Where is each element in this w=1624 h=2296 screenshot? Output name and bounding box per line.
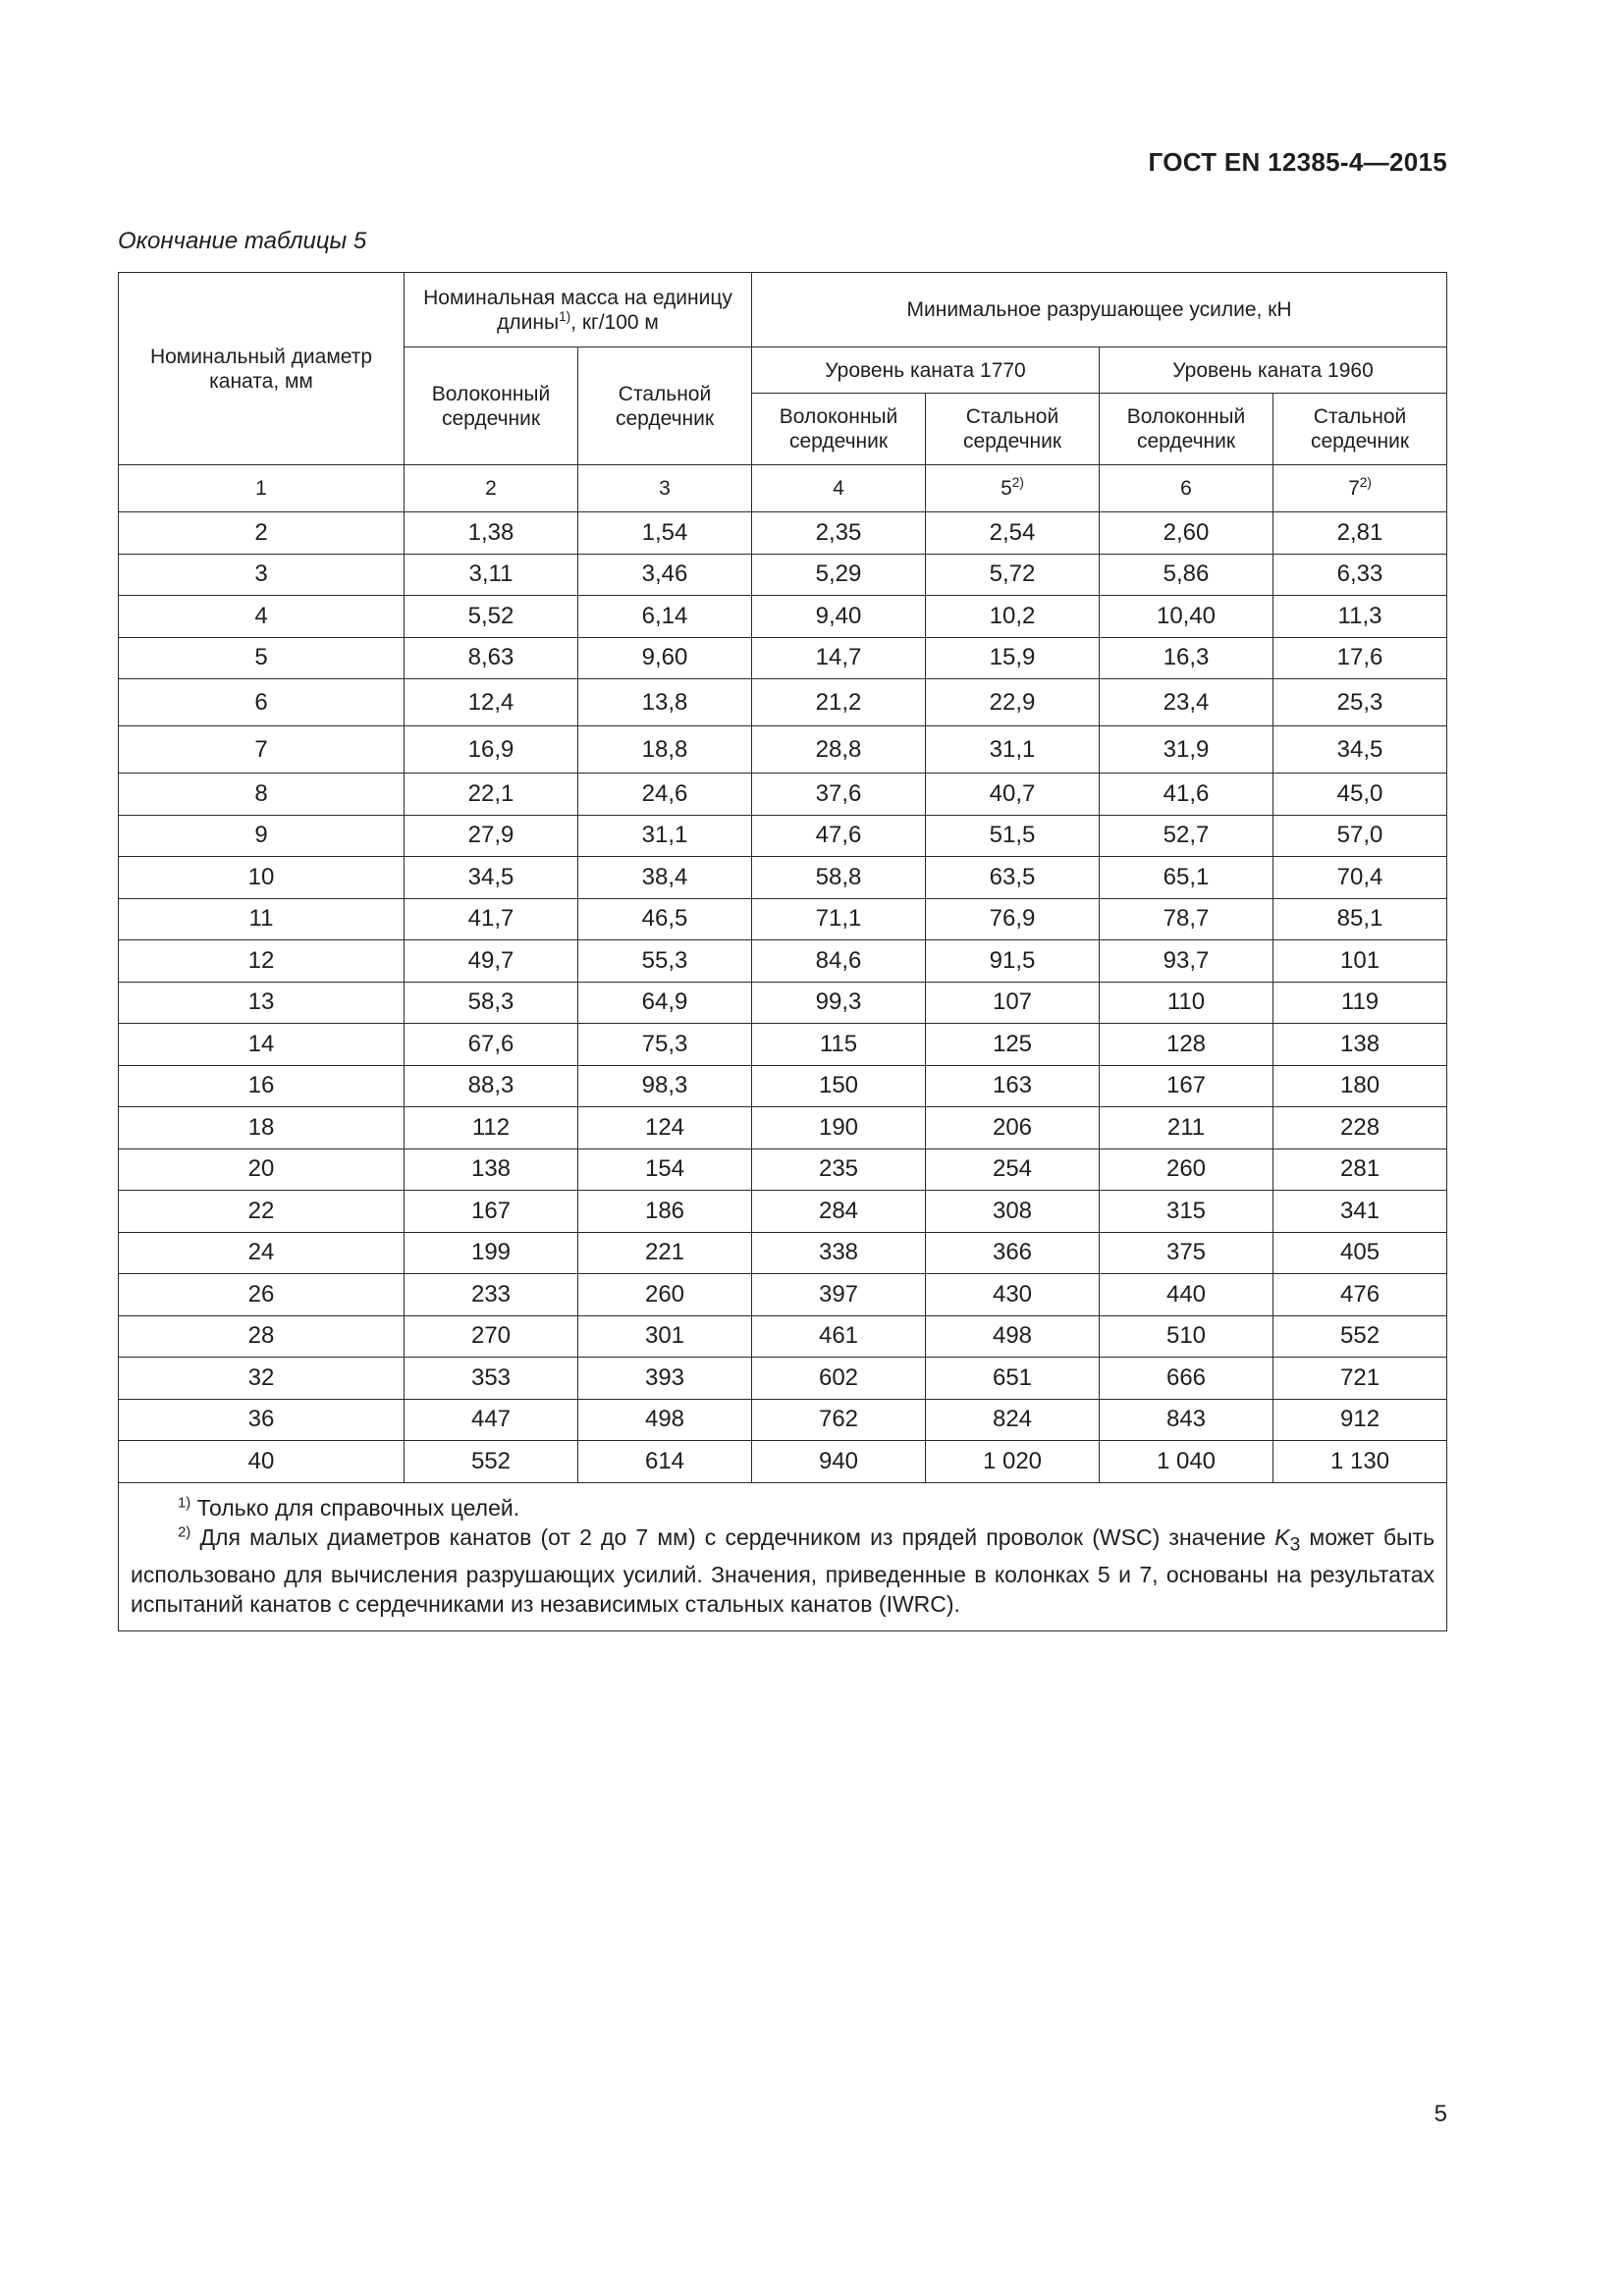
value-cell: 10,40 (1100, 596, 1273, 638)
diameter-cell: 10 (119, 857, 405, 899)
diameter-cell: 13 (119, 982, 405, 1024)
value-cell: 6,33 (1273, 554, 1447, 596)
value-cell: 11,3 (1273, 596, 1447, 638)
value-cell: 49,7 (405, 940, 578, 983)
value-cell: 125 (926, 1024, 1100, 1066)
table-row (119, 898, 1447, 940)
document-title: ГОСТ EN 12385-4—2015 (1148, 147, 1447, 177)
table-caption: Окончание таблицы 5 (118, 228, 367, 254)
value-cell: 12,4 (405, 679, 578, 726)
value-cell: 107 (926, 982, 1100, 1024)
header-level-1960 (1100, 347, 1447, 394)
value-cell: 101 (1273, 940, 1447, 983)
value-cell: 430 (926, 1274, 1100, 1316)
value-cell: 18,8 (578, 726, 752, 774)
table-row (119, 1148, 1447, 1191)
value-cell: 2,54 (926, 512, 1100, 555)
value-cell: 211 (1100, 1107, 1273, 1149)
header-mass-unit: , кг/100 м (570, 310, 659, 334)
table-row (119, 554, 1447, 596)
table-row (119, 1399, 1447, 1441)
value-cell: 10,2 (926, 596, 1100, 638)
value-cell: 666 (1100, 1358, 1273, 1400)
value-cell: 393 (578, 1358, 752, 1400)
value-cell: 71,1 (752, 898, 926, 940)
value-cell: 235 (752, 1148, 926, 1191)
column-number: 6 (1180, 477, 1192, 500)
column-number-cell (1100, 465, 1273, 512)
value-cell: 762 (752, 1399, 926, 1441)
value-cell: 405 (1273, 1232, 1447, 1274)
value-cell: 721 (1273, 1358, 1447, 1400)
value-cell: 397 (752, 1274, 926, 1316)
value-cell: 8,63 (405, 637, 578, 679)
value-cell: 5,86 (1100, 554, 1273, 596)
value-cell: 228 (1273, 1107, 1447, 1149)
value-cell: 31,1 (578, 815, 752, 857)
table-row (119, 1441, 1447, 1483)
value-cell: 5,72 (926, 554, 1100, 596)
value-cell: 119 (1273, 982, 1447, 1024)
value-cell: 940 (752, 1441, 926, 1483)
value-cell: 912 (1273, 1399, 1447, 1441)
value-cell: 34,5 (405, 857, 578, 899)
value-cell: 46,5 (578, 898, 752, 940)
value-cell: 128 (1100, 1024, 1273, 1066)
value-cell: 14,7 (752, 637, 926, 679)
table-row (119, 940, 1447, 983)
value-cell: 552 (405, 1441, 578, 1483)
column-number-cell (1273, 465, 1447, 512)
diameter-cell: 26 (119, 1274, 405, 1316)
column-number: 2 (485, 477, 497, 500)
header-1960-steel-label: Стальной сердечник (1310, 405, 1410, 453)
value-cell: 115 (752, 1024, 926, 1066)
value-cell: 6,14 (578, 596, 752, 638)
value-cell: 38,4 (578, 857, 752, 899)
table-row (119, 1358, 1447, 1400)
value-cell: 461 (752, 1315, 926, 1358)
value-cell: 93,7 (1100, 940, 1273, 983)
diameter-cell: 2 (119, 512, 405, 555)
header-level-1960-label: Уровень каната 1960 (1172, 358, 1374, 382)
value-cell: 1 130 (1273, 1441, 1447, 1483)
table-row (119, 982, 1447, 1024)
column-number: 7 (1348, 477, 1360, 500)
column-number: 5 (1001, 477, 1012, 500)
value-cell: 124 (578, 1107, 752, 1149)
value-cell: 9,40 (752, 596, 926, 638)
value-cell: 167 (1100, 1065, 1273, 1107)
value-cell: 98,3 (578, 1065, 752, 1107)
value-cell: 58,8 (752, 857, 926, 899)
value-cell: 28,8 (752, 726, 926, 774)
value-cell: 70,4 (1273, 857, 1447, 899)
value-cell: 447 (405, 1399, 578, 1441)
table-row (119, 815, 1447, 857)
header-level-1770-label: Уровень каната 1770 (825, 358, 1026, 382)
value-cell: 47,6 (752, 815, 926, 857)
value-cell: 476 (1273, 1274, 1447, 1316)
value-cell: 284 (752, 1191, 926, 1233)
value-cell: 1,38 (405, 512, 578, 555)
table-notes (119, 1482, 1447, 1631)
header-1960-steel (1273, 394, 1447, 465)
column-number-cell (405, 465, 578, 512)
diameter-cell: 7 (119, 726, 405, 774)
header-1770-steel (926, 394, 1100, 465)
value-cell: 76,9 (926, 898, 1100, 940)
value-cell: 440 (1100, 1274, 1273, 1316)
value-cell: 15,9 (926, 637, 1100, 679)
header-level-1770 (752, 347, 1100, 394)
value-cell: 58,3 (405, 982, 578, 1024)
diameter-cell: 4 (119, 596, 405, 638)
diameter-cell: 3 (119, 554, 405, 596)
value-cell: 41,6 (1100, 774, 1273, 816)
value-cell: 78,7 (1100, 898, 1273, 940)
value-cell: 110 (1100, 982, 1273, 1024)
value-cell: 199 (405, 1232, 578, 1274)
value-cell: 353 (405, 1358, 578, 1400)
table-row (119, 1107, 1447, 1149)
header-force-label: Минимальное разрушающее усилие, кН (906, 298, 1292, 321)
value-cell: 154 (578, 1148, 752, 1191)
header-mass-steel (578, 347, 752, 465)
value-cell: 180 (1273, 1065, 1447, 1107)
value-cell: 138 (1273, 1024, 1447, 1066)
value-cell: 163 (926, 1065, 1100, 1107)
value-cell: 281 (1273, 1148, 1447, 1191)
value-cell: 23,4 (1100, 679, 1273, 726)
value-cell: 308 (926, 1191, 1100, 1233)
table-row (119, 774, 1447, 816)
value-cell: 16,3 (1100, 637, 1273, 679)
header-mass-fiber-label: Волоконный сердечник (431, 382, 551, 430)
value-cell: 112 (405, 1107, 578, 1149)
value-cell: 315 (1100, 1191, 1273, 1233)
value-cell: 99,3 (752, 982, 926, 1024)
value-cell: 254 (926, 1148, 1100, 1191)
column-number-cell (926, 465, 1100, 512)
column-number-cell (752, 465, 926, 512)
value-cell: 341 (1273, 1191, 1447, 1233)
value-cell: 91,5 (926, 940, 1100, 983)
footnote-2 (131, 1522, 1435, 1620)
footnote-2-text-a: Для малых диаметров канатов (от 2 до 7 мм) с сердечником из прядей проволок (WSC) значение (190, 1523, 1275, 1550)
value-cell: 1 040 (1100, 1441, 1273, 1483)
value-cell: 150 (752, 1065, 926, 1107)
header-1770-fiber-label: Волоконный сердечник (779, 405, 898, 453)
diameter-cell: 16 (119, 1065, 405, 1107)
value-cell: 31,9 (1100, 726, 1273, 774)
table-row (119, 596, 1447, 638)
header-1960-fiber (1100, 394, 1273, 465)
table-row (119, 1232, 1447, 1274)
column-number: 1 (255, 477, 267, 500)
diameter-cell: 6 (119, 679, 405, 726)
footnote-2-marker: 2) (178, 1522, 191, 1540)
diameter-cell: 28 (119, 1315, 405, 1358)
value-cell: 5,52 (405, 596, 578, 638)
value-cell: 17,6 (1273, 637, 1447, 679)
header-mass-fiber (405, 347, 578, 465)
diameter-cell: 40 (119, 1441, 405, 1483)
diameter-cell: 14 (119, 1024, 405, 1066)
value-cell: 37,6 (752, 774, 926, 816)
header-1960-fiber-label: Волоконный сердечник (1126, 405, 1246, 453)
diameter-cell: 5 (119, 637, 405, 679)
value-cell: 1 020 (926, 1441, 1100, 1483)
value-cell: 260 (1100, 1148, 1273, 1191)
column-number-cell (119, 465, 405, 512)
value-cell: 34,5 (1273, 726, 1447, 774)
header-mass-footnote-ref: 1) (559, 308, 571, 324)
footnote-1 (131, 1493, 1435, 1522)
value-cell: 824 (926, 1399, 1100, 1441)
table-row (119, 1274, 1447, 1316)
value-cell: 5,29 (752, 554, 926, 596)
value-cell: 55,3 (578, 940, 752, 983)
value-cell: 13,8 (578, 679, 752, 726)
table-row (119, 1065, 1447, 1107)
column-number-footnote-ref: 2) (1359, 475, 1372, 490)
value-cell: 40,7 (926, 774, 1100, 816)
footnote-2-text-b: может быть использовано для вычисления разрушающих усилий. Значения, приведенные в колонках 5 и 7, основаны на результатах испытаний канатов с сердечниками из независимых стальных канатов (IWRC). (131, 1523, 1435, 1618)
table-row (119, 857, 1447, 899)
value-cell: 27,9 (405, 815, 578, 857)
header-1770-steel-label: Стальной сердечник (962, 405, 1062, 453)
value-cell: 651 (926, 1358, 1100, 1400)
diameter-cell: 24 (119, 1232, 405, 1274)
diameter-cell: 36 (119, 1399, 405, 1441)
value-cell: 22,1 (405, 774, 578, 816)
value-cell: 24,6 (578, 774, 752, 816)
header-row-1 (119, 273, 1447, 347)
page-number: 5 (1434, 2101, 1447, 2127)
value-cell: 375 (1100, 1232, 1273, 1274)
value-cell: 843 (1100, 1399, 1273, 1441)
header-diameter-label: Номинальный диаметр каната, мм (149, 345, 373, 393)
footnote-2-coefficient-index: 3 (1289, 1534, 1301, 1556)
diameter-cell: 8 (119, 774, 405, 816)
value-cell: 41,7 (405, 898, 578, 940)
value-cell: 602 (752, 1358, 926, 1400)
value-cell: 366 (926, 1232, 1100, 1274)
value-cell: 25,3 (1273, 679, 1447, 726)
value-cell: 63,5 (926, 857, 1100, 899)
value-cell: 67,6 (405, 1024, 578, 1066)
header-mass-label: Номинальная масса на единицу длины (423, 286, 732, 334)
value-cell: 221 (578, 1232, 752, 1274)
value-cell: 301 (578, 1315, 752, 1358)
notes-row (119, 1482, 1447, 1631)
diameter-cell: 9 (119, 815, 405, 857)
table-row (119, 1024, 1447, 1066)
table-row (119, 679, 1447, 726)
value-cell: 21,2 (752, 679, 926, 726)
value-cell: 88,3 (405, 1065, 578, 1107)
rope-data-table (118, 272, 1447, 1631)
value-cell: 614 (578, 1441, 752, 1483)
column-number: 3 (659, 477, 671, 500)
value-cell: 186 (578, 1191, 752, 1233)
table-container (118, 272, 1446, 1631)
value-cell: 84,6 (752, 940, 926, 983)
value-cell: 2,60 (1100, 512, 1273, 555)
table-row (119, 1191, 1447, 1233)
value-cell: 9,60 (578, 637, 752, 679)
value-cell: 190 (752, 1107, 926, 1149)
footnote-1-text: Только для справочных целей. (190, 1494, 520, 1521)
diameter-cell: 20 (119, 1148, 405, 1191)
value-cell: 138 (405, 1148, 578, 1191)
value-cell: 233 (405, 1274, 578, 1316)
value-cell: 75,3 (578, 1024, 752, 1066)
table-row (119, 512, 1447, 555)
diameter-cell: 11 (119, 898, 405, 940)
value-cell: 3,11 (405, 554, 578, 596)
value-cell: 498 (926, 1315, 1100, 1358)
table-row (119, 637, 1447, 679)
value-cell: 270 (405, 1315, 578, 1358)
value-cell: 552 (1273, 1315, 1447, 1358)
value-cell: 31,1 (926, 726, 1100, 774)
value-cell: 16,9 (405, 726, 578, 774)
column-number-row (119, 465, 1447, 512)
table-row (119, 1315, 1447, 1358)
footnote-2-coefficient: K (1274, 1523, 1290, 1550)
value-cell: 167 (405, 1191, 578, 1233)
column-number-footnote-ref: 2) (1011, 475, 1024, 490)
value-cell: 2,81 (1273, 512, 1447, 555)
value-cell: 510 (1100, 1315, 1273, 1358)
column-number-cell (578, 465, 752, 512)
header-diameter (119, 273, 405, 465)
value-cell: 498 (578, 1399, 752, 1441)
diameter-cell: 12 (119, 940, 405, 983)
value-cell: 3,46 (578, 554, 752, 596)
value-cell: 57,0 (1273, 815, 1447, 857)
diameter-cell: 32 (119, 1358, 405, 1400)
diameter-cell: 18 (119, 1107, 405, 1149)
header-mass-group (405, 273, 752, 347)
footnote-1-marker: 1) (178, 1493, 191, 1511)
header-1770-fiber (752, 394, 926, 465)
value-cell: 260 (578, 1274, 752, 1316)
value-cell: 51,5 (926, 815, 1100, 857)
value-cell: 85,1 (1273, 898, 1447, 940)
value-cell: 206 (926, 1107, 1100, 1149)
value-cell: 338 (752, 1232, 926, 1274)
value-cell: 64,9 (578, 982, 752, 1024)
value-cell: 2,35 (752, 512, 926, 555)
table-row (119, 726, 1447, 774)
value-cell: 45,0 (1273, 774, 1447, 816)
column-number: 4 (833, 477, 844, 500)
value-cell: 65,1 (1100, 857, 1273, 899)
diameter-cell: 22 (119, 1191, 405, 1233)
header-mass-steel-label: Стальной сердечник (615, 382, 715, 430)
value-cell: 22,9 (926, 679, 1100, 726)
header-force-group (752, 273, 1447, 347)
value-cell: 52,7 (1100, 815, 1273, 857)
value-cell: 1,54 (578, 512, 752, 555)
